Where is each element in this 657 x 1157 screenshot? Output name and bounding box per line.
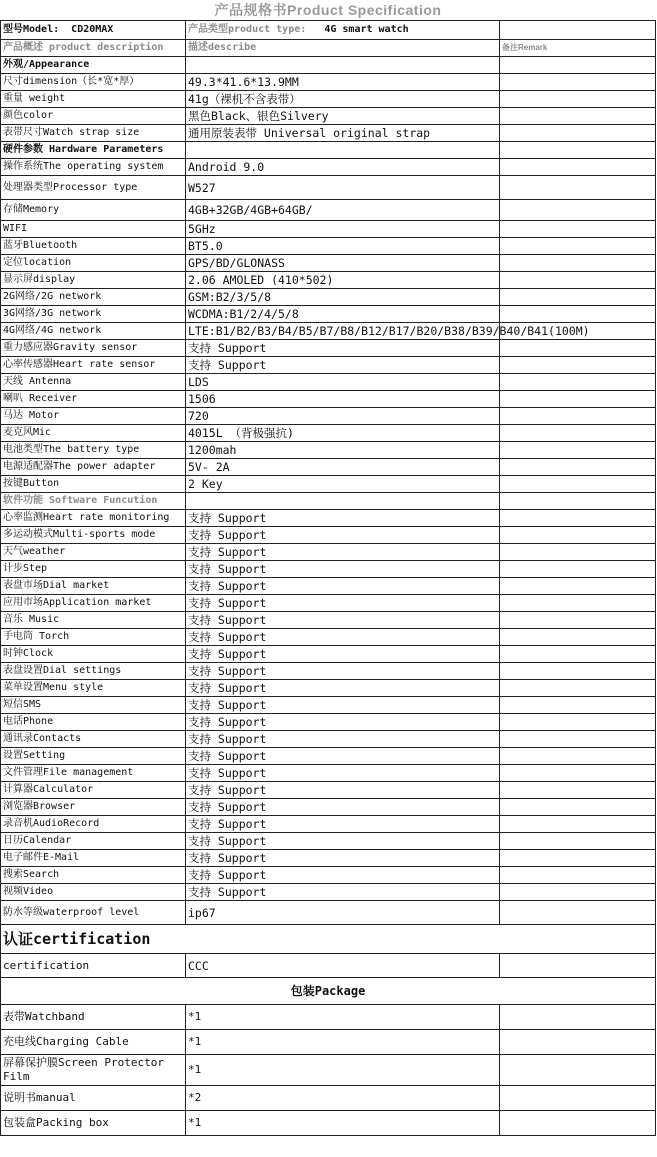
certification-value: CCC — [186, 954, 500, 978]
spec-label: 重力感应器Gravity sensor — [1, 340, 186, 357]
package-heading-row — [1, 978, 656, 1005]
appearance-row — [1, 125, 656, 142]
spec-label: 计步Step — [1, 561, 186, 578]
overview-col1: 产品概述 product description — [1, 40, 186, 57]
spec-label: 4G网络/4G network — [1, 323, 186, 340]
remark-cell — [500, 782, 656, 799]
software-row — [1, 782, 656, 799]
spec-label: 计算器Calculator — [1, 782, 186, 799]
remark-cell — [500, 108, 656, 125]
spec-label: 按键Button — [1, 476, 186, 493]
spec-value: *2 — [186, 1086, 500, 1111]
software-row — [1, 765, 656, 782]
section-heading — [1, 493, 656, 510]
software-row — [1, 561, 656, 578]
remark-cell — [500, 527, 656, 544]
spec-value: 支持 Support — [186, 816, 500, 833]
spec-value: 49.3*41.6*13.9MM — [186, 74, 500, 91]
remark-cell — [500, 544, 656, 561]
hardware-row — [1, 306, 656, 323]
remark-cell — [500, 1055, 656, 1086]
package-heading: 包装Package — [1, 978, 656, 1005]
spec-label: 设置Setting — [1, 748, 186, 765]
spec-label: 时钟Clock — [1, 646, 186, 663]
software-row — [1, 646, 656, 663]
product-type-label: 产品类型product type: — [188, 24, 307, 35]
hardware-row — [1, 340, 656, 357]
spec-value: 支持 Support — [186, 765, 500, 782]
title-row — [1, 0, 656, 21]
spec-value: 支持 Support — [186, 527, 500, 544]
spec-label: 表带尺寸Watch strap size — [1, 125, 186, 142]
remark-cell — [500, 391, 656, 408]
spec-label: 电子邮件E-Mail — [1, 850, 186, 867]
waterproof-label: 防水等级waterproof level — [1, 901, 186, 925]
spec-label: 应用市场Application market — [1, 595, 186, 612]
remark-cell — [500, 799, 656, 816]
software-row — [1, 527, 656, 544]
appearance-row — [1, 91, 656, 108]
package-row — [1, 1030, 656, 1055]
spec-label: 短信SMS — [1, 697, 186, 714]
software-row — [1, 510, 656, 527]
product-type-value: 4G smart watch — [324, 24, 409, 35]
software-row — [1, 833, 656, 850]
spec-value: 支持 Support — [186, 561, 500, 578]
remark-cell — [500, 714, 656, 731]
spec-label: 蓝牙Bluetooth — [1, 238, 186, 255]
spec-value: 支持 Support — [186, 510, 500, 527]
spec-value: 4GB+32GB/4GB+64GB/ — [186, 200, 500, 221]
spec-value: *1 — [186, 1055, 500, 1086]
spec-label: 表盘设置Dial settings — [1, 663, 186, 680]
remark-cell — [500, 1005, 656, 1030]
spec-label: 视频Video — [1, 884, 186, 901]
spec-label: 录音机AudioRecord — [1, 816, 186, 833]
remark-cell — [500, 510, 656, 527]
spec-value: 支持 Support — [186, 850, 500, 867]
hardware-row — [1, 408, 656, 425]
spec-label: 喇叭 Receiver — [1, 391, 186, 408]
spec-value: 1506 — [186, 391, 500, 408]
spec-label: 心率监测Heart rate monitoring — [1, 510, 186, 527]
spec-label: 2G网络/2G network — [1, 289, 186, 306]
waterproof-value: ip67 — [186, 901, 500, 925]
remark-cell — [500, 425, 656, 442]
remark-cell — [500, 340, 656, 357]
hardware-row — [1, 323, 656, 340]
spec-value: Android 9.0 — [186, 159, 500, 176]
spec-value: 5V- 2A — [186, 459, 500, 476]
remark-cell — [500, 697, 656, 714]
remark-cell — [500, 91, 656, 108]
spec-value: *1 — [186, 1111, 500, 1136]
model-value: CD20MAX — [71, 24, 114, 35]
package-row — [1, 1086, 656, 1111]
spec-value: BT5.0 — [186, 238, 500, 255]
remark-cell — [500, 408, 656, 425]
appearance-row — [1, 108, 656, 125]
spec-label: WIFI — [1, 221, 186, 238]
software-row — [1, 816, 656, 833]
appearance-heading: 外观/Appearance — [1, 57, 186, 74]
spec-value: *1 — [186, 1030, 500, 1055]
spec-value: GPS/BD/GLONASS — [186, 255, 500, 272]
remark-cell — [500, 272, 656, 289]
spec-value: 通用原装表带 Universal original strap — [186, 125, 500, 142]
remark-cell — [500, 850, 656, 867]
spec-label: 电话Phone — [1, 714, 186, 731]
spec-label: 马达 Motor — [1, 408, 186, 425]
remark-cell — [500, 357, 656, 374]
hardware-row — [1, 442, 656, 459]
certification-heading: 认证certification — [1, 925, 656, 954]
remark-cell — [500, 731, 656, 748]
spec-value: 支持 Support — [186, 340, 500, 357]
remark-cell — [500, 867, 656, 884]
remark-cell — [500, 459, 656, 476]
spec-label: 尺寸dimension（长*宽*厚） — [1, 74, 186, 91]
spec-label: 屏幕保护膜Screen Protector Film — [1, 1055, 186, 1086]
spec-value: 1200mah — [186, 442, 500, 459]
software-row — [1, 799, 656, 816]
remark-cell — [500, 612, 656, 629]
spec-label: 通讯录Contacts — [1, 731, 186, 748]
remark-cell — [500, 646, 656, 663]
spec-label: 文件管理File management — [1, 765, 186, 782]
appearance-section — [1, 57, 656, 142]
spec-value: 支持 Support — [186, 595, 500, 612]
hardware-heading: 硬件参数 Hardware Parameters — [1, 142, 186, 159]
spec-value: LTE:B1/B2/B3/B4/B5/B7/B8/B12/B17/B20/B38/B39/B40/B41(100M) — [186, 323, 500, 340]
section-heading — [1, 142, 656, 159]
remark-cell — [500, 663, 656, 680]
hardware-row — [1, 200, 656, 221]
spec-label: 音乐 Music — [1, 612, 186, 629]
spec-label: 多运动模式Multi-sports mode — [1, 527, 186, 544]
software-row — [1, 663, 656, 680]
header-row — [1, 21, 656, 40]
spec-value: 支持 Support — [186, 799, 500, 816]
section-heading — [1, 57, 656, 74]
remark-cell — [500, 833, 656, 850]
spec-value: 4015L （背极强抗) — [186, 425, 500, 442]
spec-value: WCDMA:B1/2/4/5/8 — [186, 306, 500, 323]
spec-value: 支持 Support — [186, 357, 500, 374]
spec-label: 手电筒 Torch — [1, 629, 186, 646]
spec-value: W527 — [186, 176, 500, 200]
page-title: 产品规格书Product Specification — [1, 0, 656, 21]
hardware-row — [1, 238, 656, 255]
spec-value: 2 Key — [186, 476, 500, 493]
package-section — [1, 1005, 656, 1136]
software-row — [1, 544, 656, 561]
product-type-cell — [186, 21, 500, 40]
spec-value: *1 — [186, 1005, 500, 1030]
overview-row — [1, 40, 656, 57]
software-row — [1, 595, 656, 612]
spec-value: GSM:B2/3/5/8 — [186, 289, 500, 306]
remark-cell — [500, 1111, 656, 1136]
spec-label: 心率传感器Heart rate sensor — [1, 357, 186, 374]
remark-cell — [500, 1030, 656, 1055]
spec-label: 处理器类型Processor type — [1, 176, 186, 200]
remark-cell — [500, 125, 656, 142]
model-label: 型号Model: — [3, 24, 60, 35]
spec-label: 重量 weight — [1, 91, 186, 108]
spec-label: 天气weather — [1, 544, 186, 561]
remark-cell — [500, 816, 656, 833]
overview-col2: 描述describe — [186, 40, 500, 57]
hardware-row — [1, 357, 656, 374]
remark-cell — [500, 1086, 656, 1111]
appearance-row — [1, 74, 656, 91]
package-row — [1, 1055, 656, 1086]
hardware-row — [1, 374, 656, 391]
remark-cell — [500, 442, 656, 459]
spec-label: 菜单设置Menu style — [1, 680, 186, 697]
software-row — [1, 714, 656, 731]
remark-cell — [500, 578, 656, 595]
software-section — [1, 493, 656, 901]
remark-cell — [500, 159, 656, 176]
header-empty-cell — [500, 21, 656, 40]
waterproof-row — [1, 901, 656, 925]
hardware-row — [1, 255, 656, 272]
hardware-row — [1, 459, 656, 476]
spec-value: 支持 Support — [186, 748, 500, 765]
spec-label: 麦克风Mic — [1, 425, 186, 442]
spec-value: 支持 Support — [186, 697, 500, 714]
spec-label: 3G网络/3G network — [1, 306, 186, 323]
package-row — [1, 1111, 656, 1136]
spec-label: 操作系统The operating system — [1, 159, 186, 176]
spec-value: 黑色Black、银色Silvery — [186, 108, 500, 125]
software-row — [1, 850, 656, 867]
remark-cell — [500, 629, 656, 646]
hardware-row — [1, 289, 656, 306]
spec-label: 表盘市场Dial market — [1, 578, 186, 595]
hardware-row — [1, 391, 656, 408]
spec-value: LDS — [186, 374, 500, 391]
spec-value: 支持 Support — [186, 680, 500, 697]
software-heading: 软件功能 Software Funcution — [1, 493, 186, 510]
spec-label: 表带Watchband — [1, 1005, 186, 1030]
spec-value: 支持 Support — [186, 646, 500, 663]
remark-cell — [500, 74, 656, 91]
hardware-section — [1, 142, 656, 493]
certification-label: certification — [1, 954, 186, 978]
remark-cell — [500, 765, 656, 782]
spec-label: 充电线Charging Cable — [1, 1030, 186, 1055]
hardware-row — [1, 272, 656, 289]
spec-label: 搜索Search — [1, 867, 186, 884]
model-cell — [1, 21, 186, 40]
spec-label: 颜色color — [1, 108, 186, 125]
software-row — [1, 731, 656, 748]
spec-value: 支持 Support — [186, 714, 500, 731]
remark-cell — [500, 561, 656, 578]
spec-label: 定位location — [1, 255, 186, 272]
software-row — [1, 680, 656, 697]
spec-label: 包装盒Packing box — [1, 1111, 186, 1136]
spec-label: 说明书manual — [1, 1086, 186, 1111]
remark-cell — [500, 238, 656, 255]
hardware-row — [1, 425, 656, 442]
spec-label: 天线 Antenna — [1, 374, 186, 391]
spec-label: 显示屏display — [1, 272, 186, 289]
hardware-row — [1, 476, 656, 493]
software-row — [1, 612, 656, 629]
software-row — [1, 697, 656, 714]
remark-cell — [500, 176, 656, 200]
spec-value: 41g（裸机不含表带） — [186, 91, 500, 108]
overview-col3: 备注Remark — [500, 40, 656, 57]
hardware-row — [1, 221, 656, 238]
spec-label: 日历Calendar — [1, 833, 186, 850]
spec-value: 支持 Support — [186, 663, 500, 680]
spec-label: 电池类型The battery type — [1, 442, 186, 459]
remark-cell — [500, 374, 656, 391]
spec-value: 支持 Support — [186, 867, 500, 884]
spec-value: 支持 Support — [186, 731, 500, 748]
spec-value: 支持 Support — [186, 782, 500, 799]
spec-value: 支持 Support — [186, 833, 500, 850]
spec-value: 支持 Support — [186, 884, 500, 901]
remark-cell — [500, 289, 656, 306]
spec-value: 支持 Support — [186, 612, 500, 629]
remark-cell — [500, 680, 656, 697]
remark-cell — [500, 476, 656, 493]
hardware-row — [1, 176, 656, 200]
spec-value: 720 — [186, 408, 500, 425]
remark-cell — [500, 595, 656, 612]
software-row — [1, 884, 656, 901]
spec-label: 浏览器Browser — [1, 799, 186, 816]
remark-cell — [500, 221, 656, 238]
spec-value: 支持 Support — [186, 578, 500, 595]
hardware-row — [1, 159, 656, 176]
remark-cell — [500, 200, 656, 221]
spec-value: 支持 Support — [186, 629, 500, 646]
software-row — [1, 748, 656, 765]
remark-cell — [500, 884, 656, 901]
spec-label: 电源适配器The power adapter — [1, 459, 186, 476]
spec-label: 存储Memory — [1, 200, 186, 221]
certification-heading-row — [1, 925, 656, 954]
spec-value: 支持 Support — [186, 544, 500, 561]
package-row — [1, 1005, 656, 1030]
software-row — [1, 629, 656, 646]
software-row — [1, 867, 656, 884]
remark-cell — [500, 255, 656, 272]
spec-value: 2.06 AMOLED (410*502) — [186, 272, 500, 289]
remark-cell — [500, 306, 656, 323]
spec-value: 5GHz — [186, 221, 500, 238]
software-row — [1, 578, 656, 595]
certification-row — [1, 954, 656, 978]
remark-cell — [500, 748, 656, 765]
